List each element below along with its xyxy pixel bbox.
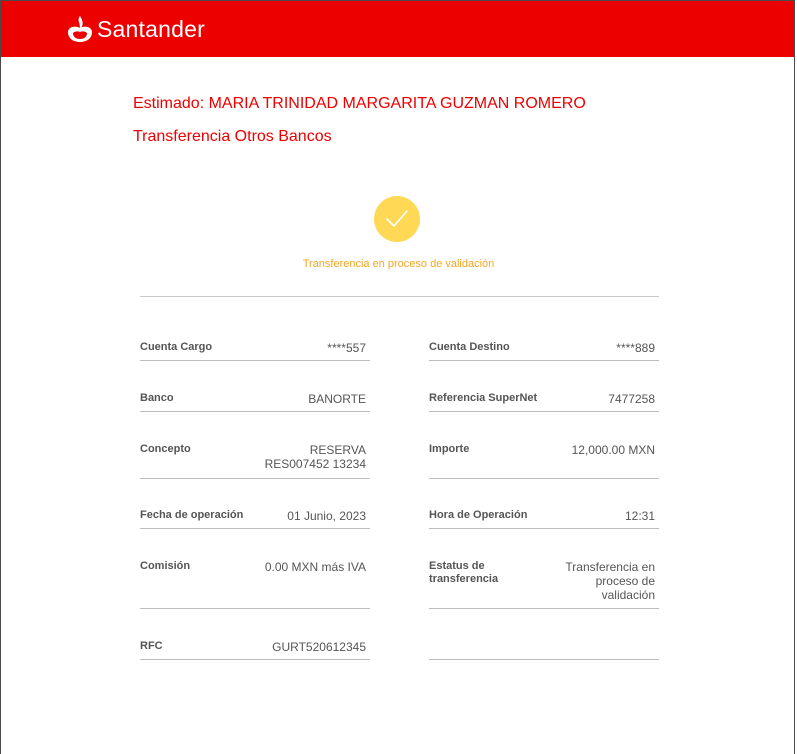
label-line: Estatus de (429, 560, 485, 572)
field-label: Cuenta Destino (429, 341, 510, 353)
field-label: Fecha de operación (140, 509, 244, 521)
field-banco (140, 392, 370, 412)
field-value: 7477258 (608, 392, 655, 406)
field-value (265, 443, 366, 471)
field-label: Cuenta Cargo (140, 341, 213, 353)
field-empty (429, 640, 659, 660)
field-label: Concepto (140, 443, 191, 455)
field-label: Referencia SuperNet (429, 392, 538, 404)
greeting: Estimado: MARIA TRINIDAD MARGARITA GUZMAN ROMERO (133, 95, 586, 112)
field-label: RFC (140, 640, 163, 652)
success-badge (374, 196, 420, 242)
field-value: GURT520612345 (272, 640, 366, 654)
field-cuenta-cargo (140, 341, 370, 361)
field-label: Hora de Operación (429, 509, 528, 521)
value-line: RESERVA (309, 443, 366, 457)
page-title: Transferencia Otros Bancos (133, 128, 332, 145)
field-hora-operacion (429, 509, 659, 529)
field-value: ****889 (616, 341, 655, 355)
field-label: Banco (140, 392, 174, 404)
status-message: Transferencia en proceso de validación (302, 258, 495, 270)
field-value (565, 560, 655, 602)
field-label: Comisión (140, 560, 191, 572)
field-cuenta-destino (429, 341, 659, 361)
value-line: RES007452 13234 (264, 457, 366, 471)
header-bar (1, 1, 794, 57)
field-referencia-supernet (429, 392, 659, 412)
flame-icon (67, 15, 93, 43)
field-rfc (140, 640, 370, 660)
field-value: 12,000.00 MXN (571, 443, 655, 457)
checkmark-icon (384, 208, 410, 230)
field-value: ****557 (327, 341, 366, 355)
value-line: proceso de (595, 574, 655, 588)
field-value: BANORTE (308, 392, 366, 406)
field-value: 01 Junio, 2023 (287, 509, 366, 523)
brand-name: Santander (97, 15, 205, 42)
value-line: validación (601, 588, 655, 602)
field-importe (429, 443, 659, 479)
divider (140, 296, 659, 297)
field-value: 0.00 MXN más IVA (264, 560, 366, 574)
field-concepto (140, 443, 370, 479)
field-label: Importe (429, 443, 470, 455)
field-fecha-operacion (140, 509, 370, 529)
field-estatus-transferencia (429, 560, 659, 609)
label-line: transferencia (429, 573, 499, 585)
field-label (429, 560, 498, 586)
field-value: 12:31 (624, 509, 655, 523)
santander-logo (67, 14, 205, 44)
value-line: Transferencia en (565, 560, 655, 574)
field-comision (140, 560, 370, 609)
